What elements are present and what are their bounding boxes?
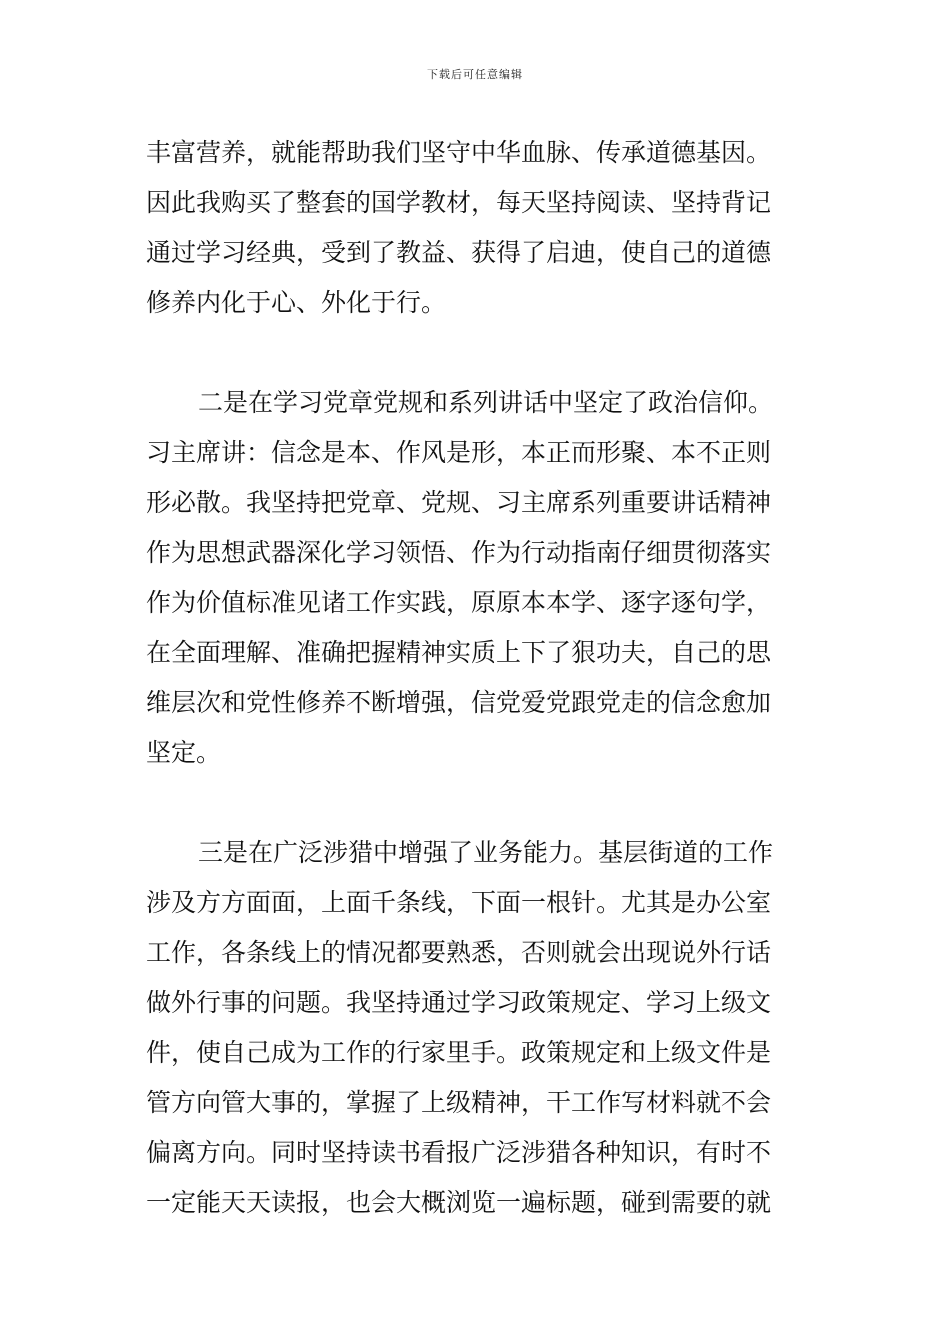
paragraph-line: 二是在学习党章党规和系列讲话中坚定了政治信仰。 <box>198 388 774 417</box>
paragraph-line: 一定能天天读报，也会大概浏览一遍标题，碰到需要的就 <box>146 1188 772 1217</box>
paragraph-line: 做外行事的问题。我坚持通过学习政策规定、学习上级文 <box>146 988 772 1017</box>
page-header: 下载后可任意编辑 <box>427 68 523 81</box>
paragraph-line: 作为价值标准见诸工作实践，原原本本学、逐字逐句学， <box>146 588 772 617</box>
paragraph-spacer <box>146 328 811 378</box>
paragraph-1 <box>146 128 811 328</box>
paragraph-line: 习主席讲：信念是本、作风是形，本正而形聚、本不正则 <box>146 438 772 467</box>
paragraph-line: 件，使自己成为工作的行家里手。政策规定和上级文件是 <box>146 1038 772 1067</box>
paragraph-line: 在全面理解、准确把握精神实质上下了狠功夫，自己的思 <box>146 638 772 667</box>
paragraph-line: 工作，各条线上的情况都要熟悉，否则就会出现说外行话 <box>146 938 772 967</box>
paragraph-line: 三是在广泛涉猎中增强了业务能力。基层街道的工作 <box>198 838 774 867</box>
paragraph-line: 因此我购买了整套的国学教材，每天坚持阅读、坚持背记 <box>146 188 772 217</box>
paragraph-line: 坚定。 <box>146 738 222 767</box>
document-body <box>146 128 811 1228</box>
paragraph-line: 偏离方向。同时坚持读书看报广泛涉猎各种知识，有时不 <box>146 1138 772 1167</box>
paragraph-line: 修养内化于心、外化于行。 <box>146 288 447 317</box>
paragraph-line: 通过学习经典，受到了教益、获得了启迪，使自己的道德 <box>146 238 772 267</box>
paragraph-spacer <box>146 778 811 828</box>
paragraph-line: 形必散。我坚持把党章、党规、习主席系列重要讲话精神 <box>146 488 772 517</box>
paragraph-line: 维层次和党性修养不断增强，信党爱党跟党走的信念愈加 <box>146 688 772 717</box>
paragraph-line: 丰富营养，就能帮助我们坚守中华血脉、传承道德基因。 <box>146 138 772 167</box>
paragraph-3 <box>146 828 811 1228</box>
paragraph-line: 涉及方方面面，上面千条线，下面一根针。尤其是办公室 <box>146 888 772 917</box>
paragraph-line: 管方向管大事的，掌握了上级精神，干工作写材料就不会 <box>146 1088 772 1117</box>
paragraph-line: 作为思想武器深化学习领悟、作为行动指南仔细贯彻落实 <box>146 538 772 567</box>
paragraph-2 <box>146 378 811 778</box>
